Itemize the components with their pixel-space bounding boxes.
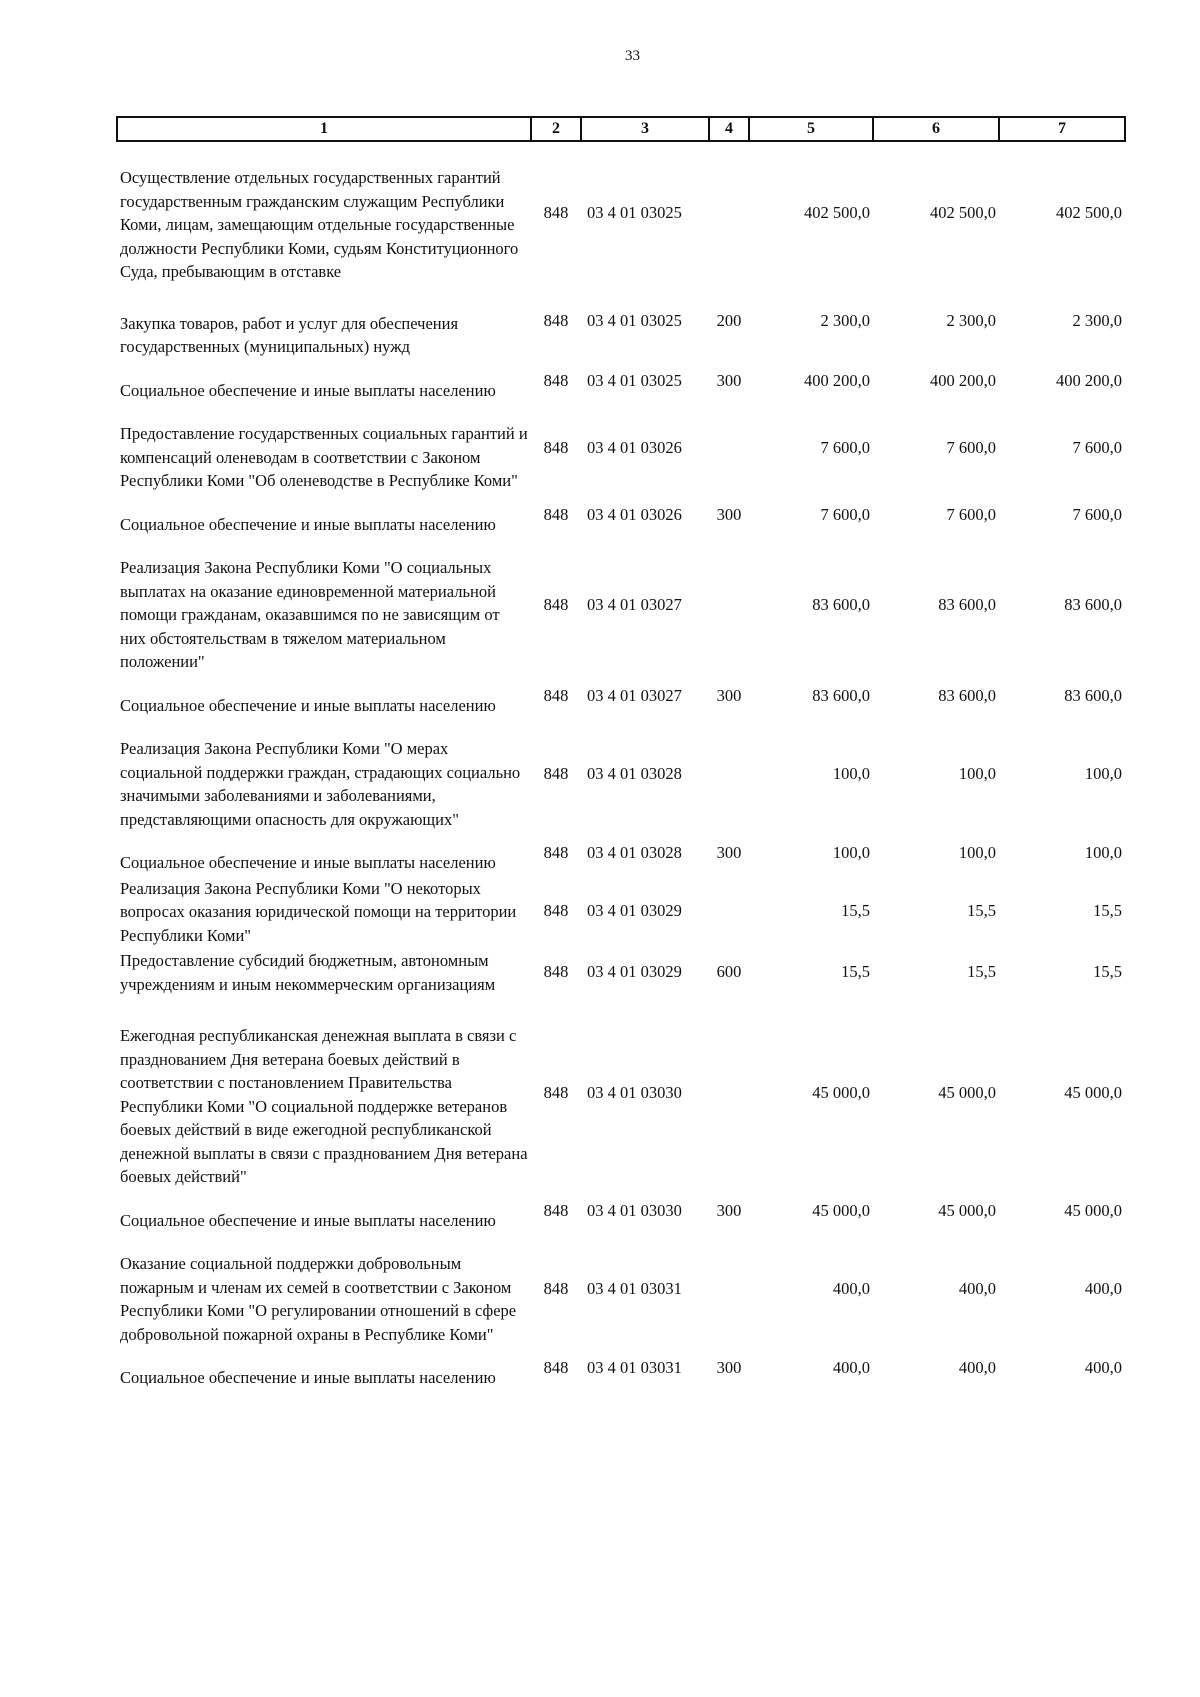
row-value-5: 45 000,0	[812, 1200, 870, 1220]
row-value-7: 400,0	[1084, 1358, 1122, 1377]
row-code-4	[709, 402, 749, 493]
row-code-4: 300	[716, 1200, 742, 1220]
header-row	[117, 117, 1125, 141]
row-value-7: 45 000,0	[1064, 1200, 1122, 1220]
row-value-7: 400,0	[1084, 1279, 1122, 1299]
row-value-6: 15,5	[967, 901, 996, 920]
row-value-7: 15,5	[1093, 901, 1122, 920]
row-value-6: 83 600,0	[938, 685, 996, 705]
row-code-3: 03 4 01 03030	[587, 1200, 682, 1220]
row-name: Предоставление государственных социальных гарантий и компенсаций оленеводам в соответствии с Законом Республики Коми "Об оленеводстве в Республике Коми"	[120, 424, 528, 490]
table-row	[117, 141, 1125, 284]
row-value-6: 7 600,0	[946, 437, 996, 457]
row-value-7: 83 600,0	[1064, 595, 1122, 614]
row-code-3: 03 4 01 03026	[587, 437, 682, 457]
header-col-6: 6	[873, 117, 999, 141]
row-code-4: 300	[716, 685, 742, 705]
header-col-3: 3	[581, 117, 709, 141]
row-code-4	[709, 717, 749, 831]
row-code-3: 03 4 01 03028	[587, 764, 682, 784]
row-value-5: 83 600,0	[812, 685, 870, 705]
row-code-4: 300	[716, 504, 742, 524]
row-value-7: 15,5	[1093, 961, 1122, 981]
row-value-6: 100,0	[958, 764, 996, 784]
row-code-4	[709, 536, 749, 674]
row-code-2: 848	[543, 1358, 569, 1377]
row-value-7: 45 000,0	[1064, 1082, 1122, 1102]
row-code-4: 200	[716, 311, 742, 331]
row-name: Социальное обеспечение и иные выплаты населению	[120, 1210, 496, 1230]
row-value-5: 15,5	[841, 961, 870, 981]
table-body	[117, 141, 1125, 1390]
row-value-6: 45 000,0	[938, 1200, 996, 1220]
row-value-5: 400 200,0	[804, 370, 870, 390]
row-code-2: 848	[543, 370, 569, 390]
table-row	[117, 1346, 1125, 1390]
row-value-5: 400,0	[832, 1279, 870, 1299]
row-value-5: 402 500,0	[804, 203, 870, 222]
row-value-5: 2 300,0	[820, 311, 870, 331]
row-code-3: 03 4 01 03025	[587, 311, 682, 331]
table-row	[117, 875, 1125, 948]
row-value-6: 400,0	[958, 1279, 996, 1299]
header-col-2: 2	[531, 117, 581, 141]
row-value-7: 402 500,0	[1056, 203, 1122, 222]
row-code-3: 03 4 01 03029	[587, 901, 682, 920]
row-code-3: 03 4 01 03027	[587, 685, 682, 705]
row-value-6: 400,0	[958, 1358, 996, 1377]
row-code-4: 300	[716, 843, 742, 862]
row-code-4	[709, 996, 749, 1189]
row-name: Социальное обеспечение и иные выплаты населению	[120, 1368, 496, 1387]
row-value-6: 2 300,0	[946, 311, 996, 331]
row-code-2: 848	[543, 764, 569, 784]
row-code-2: 848	[543, 1200, 569, 1220]
row-code-4: 600	[716, 961, 742, 981]
row-code-3: 03 4 01 03030	[587, 1082, 682, 1102]
row-name: Предоставление субсидий бюджетным, автономным учреждениям и иным некоммерческим организациям	[120, 951, 496, 994]
row-value-5: 100,0	[832, 843, 870, 862]
row-value-7: 7 600,0	[1072, 437, 1122, 457]
row-value-5: 15,5	[841, 901, 870, 920]
row-value-6: 83 600,0	[938, 595, 996, 614]
row-value-7: 100,0	[1084, 843, 1122, 862]
row-name: Реализация Закона Республики Коми "О некоторых вопросах оказания юридической помощи на территории Республики Коми"	[120, 878, 517, 945]
page-number: 33	[625, 48, 640, 64]
row-code-2: 848	[543, 203, 569, 222]
row-value-7: 83 600,0	[1064, 685, 1122, 705]
row-value-5: 45 000,0	[812, 1082, 870, 1102]
row-code-4: 300	[716, 370, 742, 390]
row-value-7: 2 300,0	[1072, 311, 1122, 331]
table-row	[117, 947, 1125, 996]
row-value-6: 7 600,0	[946, 504, 996, 524]
row-code-4	[709, 141, 749, 284]
row-code-2: 848	[543, 595, 569, 614]
row-value-6: 45 000,0	[938, 1082, 996, 1102]
row-value-6: 402 500,0	[930, 203, 996, 222]
table-header	[117, 117, 1125, 141]
row-value-6: 400 200,0	[930, 370, 996, 390]
row-code-2: 848	[543, 1082, 569, 1102]
header-col-4: 4	[709, 117, 749, 141]
row-value-6: 100,0	[958, 843, 996, 862]
table-row	[117, 996, 1125, 1189]
table-row	[117, 536, 1125, 674]
row-name: Реализация Закона Республики Коми "О мерах социальной поддержки граждан, страдающих социально значимыми заболеваниями и заболеваниями, представляющими опасность для окружающих"	[120, 739, 521, 829]
row-value-7: 400 200,0	[1056, 370, 1122, 390]
row-name: Социальное обеспечение и иные выплаты населению	[120, 695, 496, 715]
row-code-2: 848	[543, 311, 569, 331]
table-row	[117, 1232, 1125, 1346]
row-name: Оказание социальной поддержки добровольным пожарным и членам их семей в соответствии с Законом Республики Коми "О регулировании отношений в сфере добровольной пожарной охраны в Республике Коми"	[120, 1254, 517, 1344]
table-row	[117, 284, 1125, 359]
row-code-2: 848	[543, 901, 569, 920]
row-name: Ежегодная республиканская денежная выплата в связи с празднованием Дня ветерана боевых действий в соответствии с постановлением Правительства Республики Коми "О социальной поддержке ветеранов боевых действий в виде ежегодной республиканской денежной выплаты в связи с празднованием Дня ветерана боевых действий"	[120, 1026, 528, 1186]
row-code-3: 03 4 01 03026	[587, 504, 682, 524]
row-value-5: 83 600,0	[812, 595, 870, 614]
row-code-3: 03 4 01 03025	[587, 203, 682, 222]
header-col-1: 1	[117, 117, 531, 141]
row-code-3: 03 4 01 03028	[587, 843, 682, 862]
row-code-3: 03 4 01 03031	[587, 1279, 682, 1299]
row-name: Осуществление отдельных государственных гарантий государственным гражданским служащим Республики Коми, лицам, замещающим отдельные государственные должности Республики Коми, судьям Конституционного Суда, пребывающим в отставке	[120, 168, 519, 281]
row-code-4	[709, 875, 749, 948]
row-code-3: 03 4 01 03031	[587, 1358, 682, 1377]
row-value-5: 400,0	[832, 1358, 870, 1377]
budget-table	[116, 116, 1126, 1390]
row-value-5: 7 600,0	[820, 437, 870, 457]
row-code-2: 848	[543, 961, 569, 981]
row-code-3: 03 4 01 03027	[587, 595, 682, 614]
row-value-7: 100,0	[1084, 764, 1122, 784]
row-value-5: 7 600,0	[820, 504, 870, 524]
row-code-3: 03 4 01 03029	[587, 961, 682, 981]
header-col-5: 5	[749, 117, 873, 141]
row-code-3: 03 4 01 03025	[587, 370, 682, 390]
row-name: Социальное обеспечение и иные выплаты населению	[120, 380, 496, 400]
table-row	[117, 674, 1125, 718]
row-code-4: 300	[716, 1358, 742, 1377]
row-code-2: 848	[543, 1279, 569, 1299]
table-row	[117, 1189, 1125, 1233]
row-code-4	[709, 1232, 749, 1346]
row-value-7: 7 600,0	[1072, 504, 1122, 524]
table-row	[117, 717, 1125, 831]
row-name: Реализация Закона Республики Коми "О социальных выплатах на оказание единовременной материальной помощи гражданам, оказавшимся по не зависящим от них обстоятельствам в тяжелом материальном положении"	[120, 558, 500, 671]
row-code-2: 848	[543, 504, 569, 524]
row-value-5: 100,0	[832, 764, 870, 784]
table-row	[117, 359, 1125, 403]
row-name: Социальное обеспечение и иные выплаты населению	[120, 853, 496, 872]
row-value-6: 15,5	[967, 961, 996, 981]
row-code-2: 848	[543, 685, 569, 705]
row-name: Социальное обеспечение и иные выплаты населению	[120, 514, 496, 534]
row-code-2: 848	[543, 437, 569, 457]
table-row	[117, 402, 1125, 493]
table-row	[117, 493, 1125, 537]
table-row	[117, 831, 1125, 875]
row-name: Закупка товаров, работ и услуг для обеспечения государственных (муниципальных) нужд	[120, 313, 459, 356]
header-col-7: 7	[999, 117, 1125, 141]
row-code-2: 848	[543, 843, 569, 862]
